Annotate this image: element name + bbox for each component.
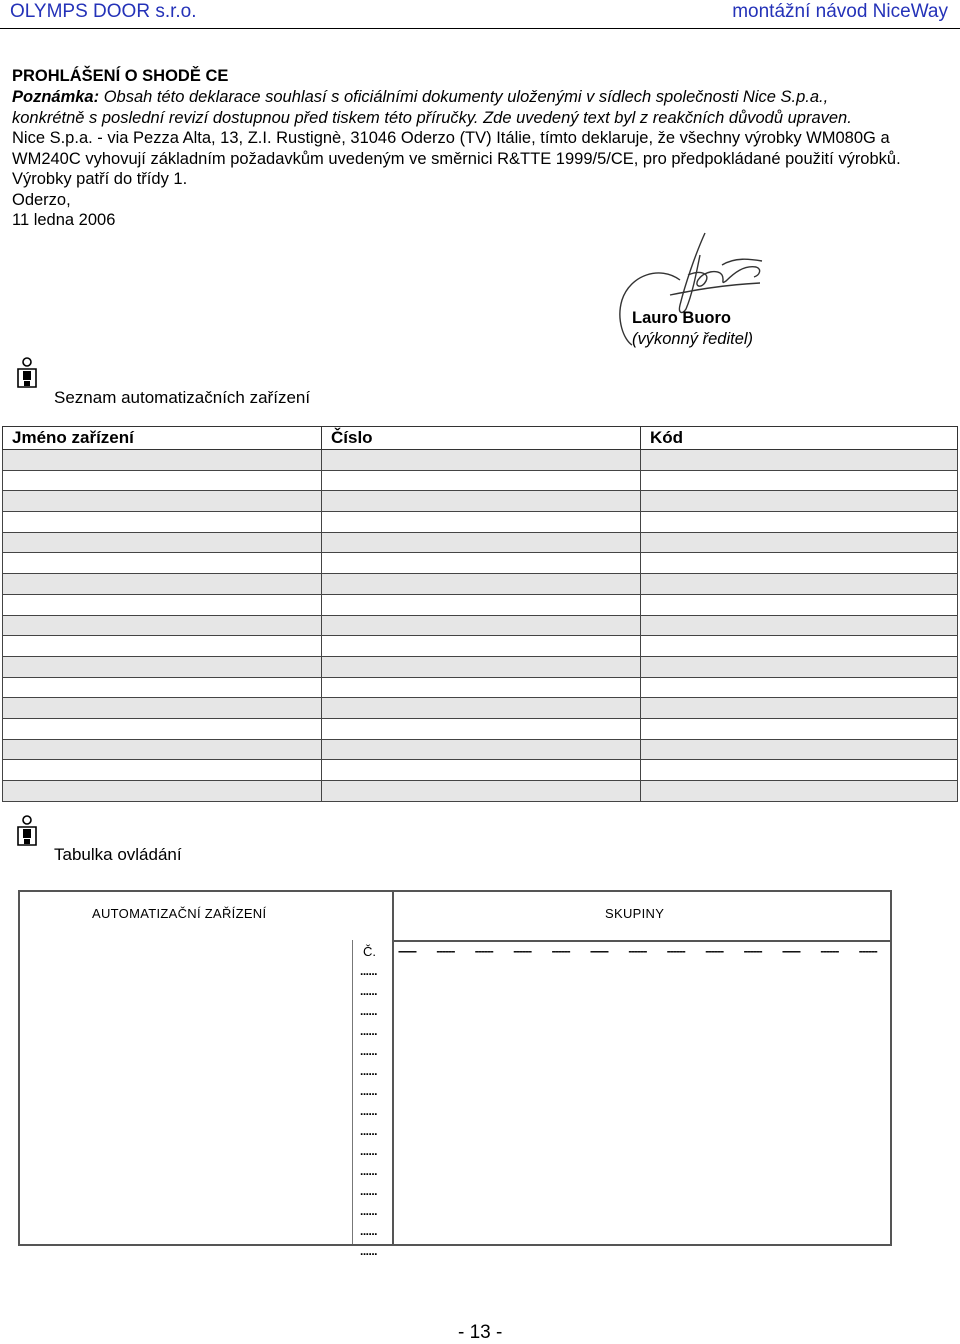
table-row	[3, 594, 958, 615]
page-header	[0, 0, 960, 29]
table-cell[interactable]	[641, 698, 958, 719]
device-row-placeholder[interactable]: ......	[360, 1244, 378, 1258]
table-row	[3, 698, 958, 719]
group-column-placeholder[interactable]: ------	[628, 944, 647, 958]
table-cell[interactable]	[3, 781, 322, 802]
table-cell[interactable]	[3, 739, 322, 760]
table-row	[3, 677, 958, 698]
table-cell[interactable]	[322, 760, 641, 781]
table-cell[interactable]	[322, 677, 641, 698]
table-row	[3, 636, 958, 657]
table-row	[3, 739, 958, 760]
groups-header: SKUPINY	[605, 906, 665, 921]
device-row-placeholder[interactable]: ......	[360, 1184, 378, 1198]
devices-header: AUTOMATIZAČNÍ ZAŘÍZENÍ	[92, 906, 267, 921]
table-cell[interactable]	[322, 636, 641, 657]
table-cell[interactable]	[641, 615, 958, 636]
table-cell[interactable]	[641, 512, 958, 533]
table-cell[interactable]	[3, 594, 322, 615]
device-row-placeholder[interactable]: ......	[360, 1064, 378, 1078]
table-row	[3, 450, 958, 471]
group-column-placeholder[interactable]: ------	[436, 944, 455, 958]
place: Oderzo,	[12, 190, 71, 209]
table-cell[interactable]	[641, 677, 958, 698]
table-cell[interactable]	[322, 698, 641, 719]
device-row-placeholder[interactable]: ......	[360, 1144, 378, 1158]
table-cell[interactable]	[641, 760, 958, 781]
device-row-placeholder[interactable]: ......	[360, 1044, 378, 1058]
table-cell[interactable]	[3, 491, 322, 512]
table-cell[interactable]	[641, 656, 958, 677]
table-cell[interactable]	[322, 532, 641, 553]
table-row	[3, 512, 958, 533]
column-header-device-name: Jméno zařízení	[3, 427, 322, 450]
table-cell[interactable]	[3, 470, 322, 491]
table-row	[3, 760, 958, 781]
manual-title: montážní návod NiceWay	[732, 1, 948, 22]
table-cell[interactable]	[641, 491, 958, 512]
declaration-title: PROHLÁŠENÍ O SHODĚ CE	[12, 67, 229, 85]
header-divider	[392, 940, 890, 942]
group-column-placeholder[interactable]: ------	[551, 944, 570, 958]
table-cell[interactable]	[3, 512, 322, 533]
date: 11 ledna 2006	[12, 211, 116, 229]
table-cell[interactable]	[641, 739, 958, 760]
device-row-placeholder[interactable]: ......	[360, 1204, 378, 1218]
table-cell[interactable]	[322, 470, 641, 491]
column-divider	[392, 892, 394, 1244]
table-cell[interactable]	[322, 781, 641, 802]
signer	[632, 308, 753, 350]
table-cell[interactable]	[641, 574, 958, 595]
company-name: OLYMPS DOOR s.r.o.	[10, 1, 197, 22]
table-cell[interactable]	[641, 470, 958, 491]
page-number: - 13 -	[458, 1322, 503, 1343]
note-line-1: Obsah této deklarace souhlasí s oficiálními dokumenty uloženými v sídlech společnosti Nice S.p.a.,	[99, 88, 829, 106]
device-row-placeholder[interactable]: ......	[360, 1004, 378, 1018]
group-column-placeholder[interactable]: ------	[666, 944, 685, 958]
control-table-title: Tabulka ovládání	[54, 845, 182, 864]
group-column-placeholder[interactable]: ------	[858, 944, 877, 958]
table-row	[3, 574, 958, 595]
technician-icon	[14, 357, 40, 391]
group-column-placeholder[interactable]: ------	[398, 944, 416, 958]
group-column-placeholder[interactable]: ------	[820, 944, 839, 958]
device-row-placeholder[interactable]: ......	[360, 1024, 378, 1038]
table-cell[interactable]	[322, 594, 641, 615]
group-column-placeholder[interactable]: ------	[743, 944, 762, 958]
table-cell[interactable]	[322, 615, 641, 636]
device-row-placeholder[interactable]: ......	[360, 1164, 378, 1178]
device-row-placeholder[interactable]: ......	[360, 1224, 378, 1238]
table-cell[interactable]	[322, 574, 641, 595]
table-row	[3, 470, 958, 491]
device-row-placeholder[interactable]: ......	[360, 1104, 378, 1118]
declaration-note	[12, 87, 901, 231]
control-table	[18, 890, 892, 1258]
group-column-placeholder[interactable]: ------	[590, 944, 608, 958]
table-cell[interactable]	[322, 512, 641, 533]
table-row	[3, 718, 958, 739]
table-cell[interactable]	[641, 532, 958, 553]
group-column-placeholder[interactable]: ------	[513, 944, 532, 958]
register-title: Seznam automatizačních zařízení	[54, 388, 311, 407]
table-cell[interactable]	[641, 594, 958, 615]
note-line-2: konkrétně s poslední revizí dostupnou před tiskem této příručky. Zde uvedený text byl z reakčních důvodů upraven.	[12, 108, 852, 127]
table-row	[3, 491, 958, 512]
table-cell[interactable]	[3, 656, 322, 677]
table-cell[interactable]	[3, 636, 322, 657]
device-row-placeholder[interactable]: ......	[360, 1124, 378, 1138]
table-cell[interactable]	[322, 739, 641, 760]
table-cell[interactable]	[3, 574, 322, 595]
number-column-divider	[352, 940, 353, 1244]
table-cell[interactable]	[641, 553, 958, 574]
table-cell[interactable]	[641, 781, 958, 802]
table-cell[interactable]	[3, 553, 322, 574]
device-row-placeholder[interactable]: ......	[360, 1084, 378, 1098]
body-line-3: Výrobky patří do třídy 1.	[12, 170, 188, 188]
technician-icon	[14, 815, 40, 849]
device-row-placeholder[interactable]: ......	[360, 984, 378, 998]
table-row	[3, 532, 958, 553]
table-cell[interactable]	[641, 636, 958, 657]
group-column-placeholder[interactable]: ------	[782, 944, 800, 958]
table-row	[3, 781, 958, 802]
table-cell[interactable]	[322, 450, 641, 471]
column-header-number: Číslo	[322, 427, 641, 450]
table-cell[interactable]	[3, 677, 322, 698]
column-header-code: Kód	[641, 427, 958, 450]
group-column-placeholder[interactable]: ------	[474, 944, 493, 958]
device-row-placeholder[interactable]: ......	[360, 964, 378, 978]
table-cell[interactable]	[3, 718, 322, 739]
table-cell[interactable]	[641, 718, 958, 739]
table-cell[interactable]	[322, 553, 641, 574]
device-register-table	[2, 426, 958, 802]
table-cell[interactable]	[322, 491, 641, 512]
group-column-placeholder[interactable]: ------	[705, 944, 724, 958]
number-header: Č.	[363, 944, 376, 959]
table-row	[3, 553, 958, 574]
table-cell[interactable]	[641, 450, 958, 471]
note-label: Poznámka:	[12, 88, 100, 106]
body-line-2: WM240C vyhovují základním požadavkům uvedeným ve směrnici R&TTE 1999/5/CE, pro předpokládané použití výrobků.	[12, 149, 901, 168]
signer-name: Lauro Buoro	[632, 309, 731, 327]
body-line-1: Nice S.p.a. - via Pezza Alta, 13, Z.I. Rustignè, 31046 Oderzo (TV) Itálie, tímto deklaruje, že všechny výrobky WM080G a	[12, 129, 890, 147]
table-cell[interactable]	[322, 718, 641, 739]
signer-role: (výkonný ředitel)	[632, 330, 754, 348]
table-row	[3, 615, 958, 636]
table-row	[3, 656, 958, 677]
table-cell[interactable]	[3, 532, 322, 553]
table-cell[interactable]	[3, 760, 322, 781]
table-cell[interactable]	[3, 615, 322, 636]
table-cell[interactable]	[3, 450, 322, 471]
table-cell[interactable]	[3, 698, 322, 719]
table-cell[interactable]	[322, 656, 641, 677]
